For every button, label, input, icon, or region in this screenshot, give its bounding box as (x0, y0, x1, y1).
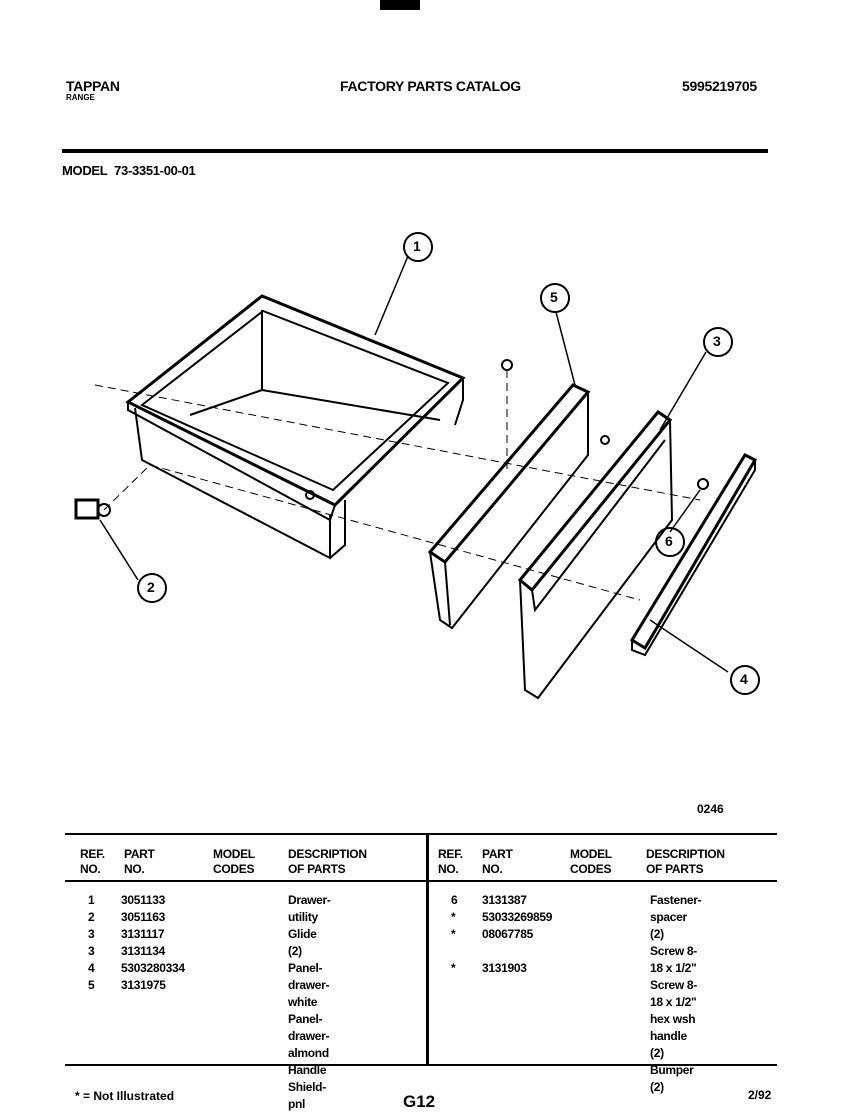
header-part: PART (124, 847, 155, 861)
table-cell-ref: * (451, 927, 456, 941)
header-ref: REF. (80, 847, 105, 861)
table-cell-ref: 5 (88, 978, 95, 992)
table-cell-ref: * (451, 910, 456, 924)
table-top-rule (65, 833, 777, 835)
table-cell-desc: Fastener-spacer (2) (650, 893, 702, 941)
header-desc-parts: OF PARTS (288, 862, 346, 876)
header-desc-parts: OF PARTS (646, 862, 704, 876)
table-cell-part: 3131387 (482, 893, 527, 907)
header-model: MODEL (570, 847, 612, 861)
table-cell-part: 3131117 (121, 927, 165, 941)
handle (632, 455, 755, 655)
revision-date: 2/92 (748, 1088, 772, 1102)
table-cell-desc: hex wsh handle (2) (650, 1012, 696, 1060)
header-desc: DESCRIPTION (646, 847, 725, 861)
callout-1: 1 (413, 238, 421, 254)
catalog-number: 5995219705 (682, 78, 757, 94)
model-label-text: MODEL (62, 163, 108, 178)
drawer-panel (520, 412, 672, 698)
model-number: 73-3351-00-01 (114, 163, 196, 178)
table-cell-desc: Drawer-utility (288, 893, 331, 924)
table-cell-part: 3131134 (121, 944, 165, 958)
table-cell-part: 53033269859 (482, 910, 553, 924)
screw (502, 360, 512, 370)
table-cell-part: 08067785 (482, 927, 533, 941)
table-cell-ref: 4 (88, 961, 95, 975)
header-ref-no: NO. (80, 862, 101, 876)
header-part-no: NO. (482, 862, 503, 876)
table-cell-ref: 2 (88, 910, 95, 924)
table-cell-ref (451, 943, 457, 960)
header-part-no: NO. (124, 862, 145, 876)
table-cell-desc: Glide (2) (288, 927, 317, 958)
table-cell-part (482, 943, 552, 960)
table-cell-ref: 6 (451, 893, 458, 907)
table-cell-ref: 3 (88, 944, 95, 958)
table-cell-desc: Bumper (2) (650, 1063, 694, 1094)
table-divider (426, 833, 429, 1065)
not-illustrated-note: * = Not Illustrated (75, 1089, 175, 1103)
drawer-box (128, 296, 463, 558)
bumper (698, 479, 708, 489)
header-part: PART (482, 847, 513, 861)
table-cell-desc: Shield-pnl (288, 1080, 326, 1111)
table-cell-part: 3131903 (482, 961, 527, 975)
brand-logo: TAPPAN (66, 78, 120, 94)
screw (601, 436, 609, 444)
header-model-codes: CODES (213, 862, 255, 876)
table-cell-desc: Screw 8-18 x 1/2" (650, 944, 697, 975)
table-cell-part: 5303280334 (121, 961, 185, 975)
brand-sub: RANGE (66, 93, 95, 102)
header-model-codes: CODES (570, 862, 612, 876)
header-desc: DESCRIPTION (288, 847, 367, 861)
callout-5: 5 (550, 289, 558, 305)
table-cell-part: 3131975 (121, 978, 166, 992)
callout-3: 3 (713, 333, 721, 349)
page-title: FACTORY PARTS CATALOG (340, 78, 521, 94)
callout-4: 4 (740, 671, 748, 687)
table-cell-desc: Handle (288, 1063, 327, 1077)
table-cell-desc: Screw 8-18 x 1/2" (650, 978, 697, 1009)
table-cell-desc: Panel-drawer-white (288, 961, 330, 1009)
callout-6: 6 (665, 533, 673, 549)
figure-code: 0246 (697, 802, 724, 816)
table-cell-part: 3051163 (121, 910, 165, 924)
table-cell-ref: 3 (88, 927, 95, 941)
header-ref-no: NO. (438, 862, 459, 876)
table-cell-ref: * (451, 961, 456, 975)
table-cell-desc: Panel-drawer-almond (288, 1012, 330, 1060)
table-header-rule (65, 880, 777, 882)
page-number: G12 (403, 1092, 436, 1111)
table-cell-part: 3051133 (121, 893, 165, 907)
callout-2: 2 (147, 579, 155, 595)
header-model: MODEL (213, 847, 255, 861)
header-ref: REF. (438, 847, 463, 861)
table-cell-ref: 1 (88, 893, 95, 907)
shield-panel (430, 385, 588, 628)
